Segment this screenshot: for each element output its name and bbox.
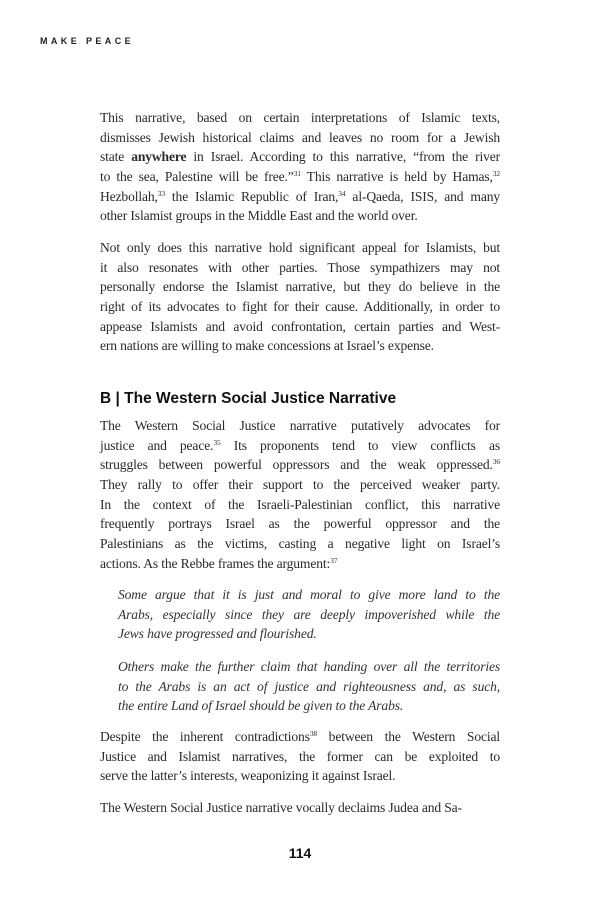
paragraph	[100, 416, 500, 574]
text-line	[100, 128, 500, 148]
running-header: MAKE PEACE	[40, 36, 135, 46]
text-run: Despite the inherent contradictions	[100, 729, 310, 744]
section-heading: B | The Western Social Justice Narrative	[100, 390, 397, 407]
text-run: other Islamist groups in the Middle East and the world over.	[100, 208, 418, 224]
paragraph	[100, 727, 500, 786]
text-line	[100, 416, 500, 436]
text-line	[100, 147, 500, 167]
text-run: Its proponents tend to view conflicts as	[220, 437, 500, 453]
text-run: appease Islamists and avoid confrontation, certain parties and West-	[100, 318, 500, 334]
block-quote	[118, 585, 500, 644]
block-quote	[118, 657, 500, 716]
text-line	[100, 108, 500, 128]
text-run: al-Qaeda, ISIS, and many	[345, 188, 500, 204]
text-run: frequently portrays Israel as the powerful oppressor and the	[100, 516, 500, 532]
paragraph	[100, 238, 500, 356]
text-line	[100, 336, 500, 356]
text-run: the Islamic Republic of Iran,	[164, 188, 339, 204]
text-run: Others make the further claim that handing over all the territories	[118, 659, 500, 674]
text-line	[118, 605, 500, 625]
footnote-marker: 34	[338, 188, 346, 198]
text-run: ern nations are willing to make concessions at Israel’s expense.	[100, 338, 434, 354]
text-run: Not only does this narrative hold significant appeal for Islamists, but	[100, 240, 500, 255]
text-run: Justice and Islamist narratives, the former can be exploited to	[100, 748, 500, 764]
text-run: The Western Social Justice narrative putatively advocates for	[100, 418, 500, 433]
paragraph	[100, 108, 500, 226]
text-run: the entire Land of Israel should be given to the Arabs.	[118, 698, 404, 714]
footnote-marker: 38	[309, 729, 318, 738]
text-line	[100, 317, 500, 337]
text-line	[118, 677, 500, 697]
text-line	[100, 436, 500, 456]
text-run: The Western Social Justice narrative vocally declaims Judea and Sa-	[100, 800, 462, 815]
text-line	[100, 475, 500, 495]
text-line	[100, 206, 500, 226]
emphasis: anywhere	[131, 149, 187, 165]
text-line	[100, 167, 500, 187]
text-run: This narrative is held by Hamas,	[300, 169, 493, 185]
text-run: dismisses Jewish historical claims and leaves no room for a Jewish	[100, 129, 500, 145]
text-run: Palestinians as the victims, casting a negative light on Israel’s	[100, 536, 500, 552]
text-run: They rally to offer their support to the perceived weaker party.	[100, 477, 500, 493]
text-run: justice and peace.	[100, 437, 214, 453]
text-line	[100, 258, 500, 278]
page-number: 114	[288, 845, 312, 861]
text-run: This narrative, based on certain interpretations of Islamic texts,	[100, 110, 500, 125]
text-line	[118, 585, 500, 605]
text-run: Jews have progressed and flourished.	[118, 626, 317, 642]
footnote-marker: 37	[330, 555, 338, 565]
text-line	[118, 657, 500, 677]
footnote-marker: 31	[293, 169, 301, 179]
text-line	[100, 747, 500, 767]
text-run: struggles between powerful oppressors and the weak oppressed.	[100, 457, 493, 473]
text-run: between the Western Social	[317, 729, 500, 744]
text-run: serve the latter’s interests, weaponizing it against Israel.	[100, 768, 396, 784]
text-line	[100, 727, 500, 747]
text-line	[100, 766, 500, 786]
text-run: Some argue that it is just and moral to give more land to the	[118, 587, 500, 602]
text-run: personally endorse the Islamist narrative, but they do believe in the	[100, 279, 500, 295]
text-run: In the context of the Israeli-Palestinian conflict, this narrative	[100, 496, 500, 512]
text-run: right of its advocates to fight for their cause. Additionally, in order to	[100, 299, 500, 315]
text-line	[118, 696, 500, 716]
footnote-marker: 36	[492, 457, 500, 467]
text-line	[118, 624, 500, 644]
paragraph	[100, 798, 500, 818]
text-line	[100, 277, 500, 297]
text-run: state	[100, 149, 132, 165]
text-line	[100, 798, 500, 818]
text-line	[100, 297, 500, 317]
text-run: to the sea, Palestine will be free.”	[100, 169, 294, 185]
text-line	[100, 554, 500, 574]
text-line	[100, 534, 500, 554]
footnote-marker: 32	[492, 169, 500, 179]
text-run: actions. As the Rebbe frames the argument:	[100, 555, 331, 571]
footnote-marker: 35	[213, 437, 221, 447]
text-run: Hezbollah,	[100, 188, 158, 204]
text-line	[100, 514, 500, 534]
text-line	[100, 495, 500, 515]
text-run: it also resonates with other parties. Those sympathizers may not	[100, 259, 500, 275]
text-run: in Israel. According to this narrative, “from the river	[186, 149, 500, 165]
footnote-marker: 33	[157, 188, 165, 198]
text-run: Arabs, especially since they are deeply impoverished while the	[118, 606, 500, 622]
text-line	[100, 455, 500, 475]
text-run: to the Arabs is an act of justice and righteousness and, as such,	[118, 678, 500, 694]
text-line	[100, 238, 500, 258]
text-line	[100, 187, 500, 207]
